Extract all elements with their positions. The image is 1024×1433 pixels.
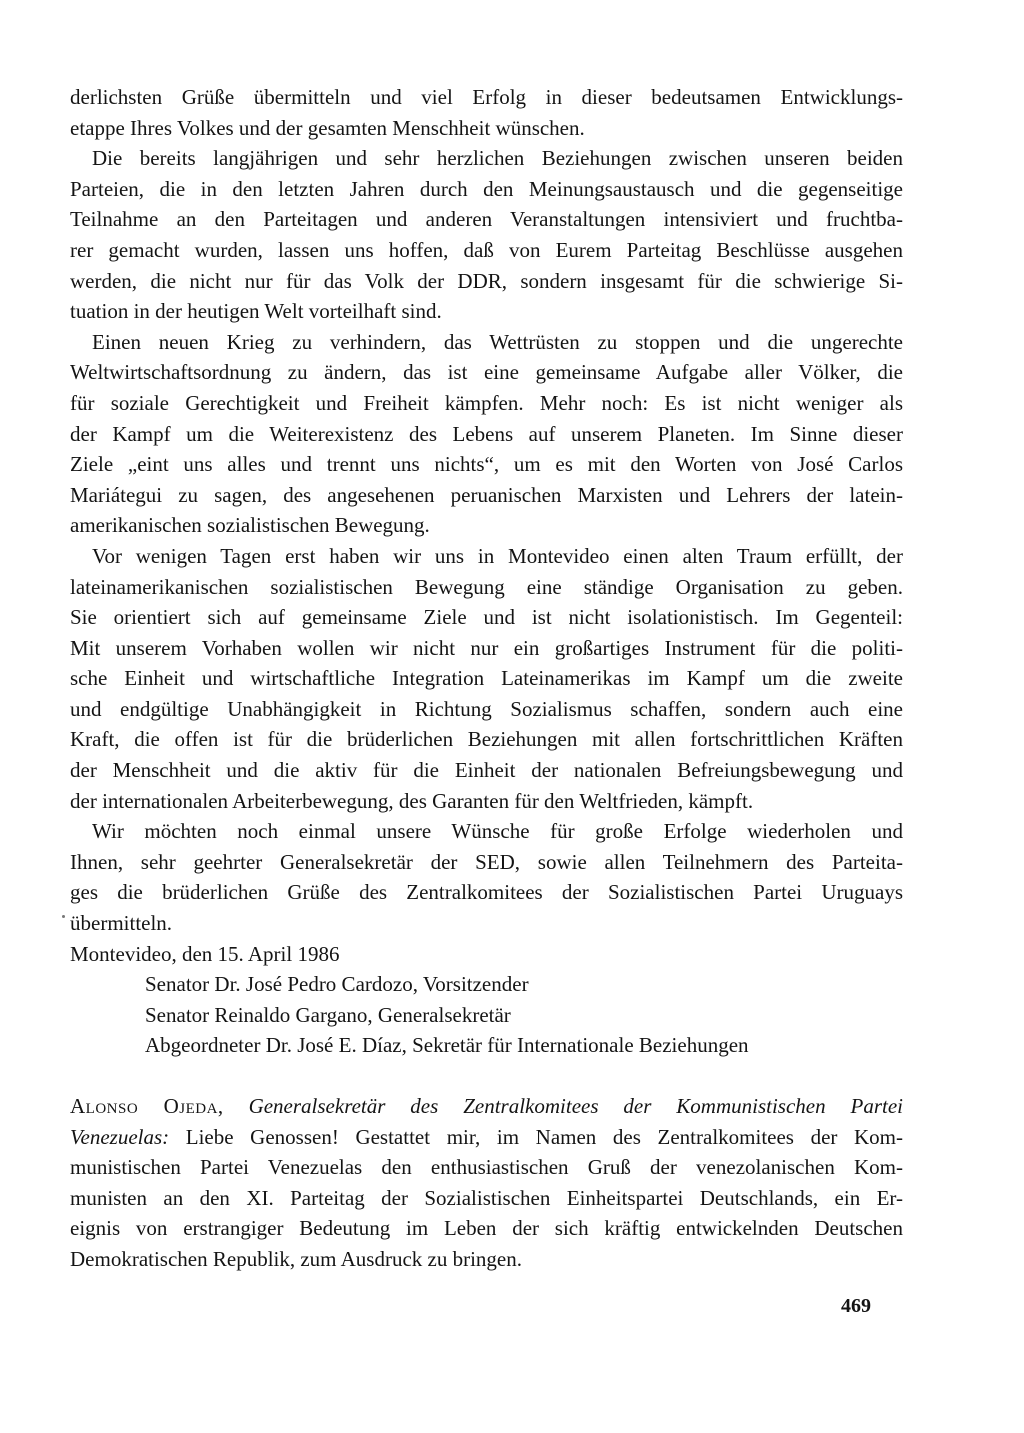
text-line: Sie orientiert sich auf gemeinsame Ziele und ist nicht isolationistisch. Im Gegenteil: — [70, 605, 903, 630]
speaker-role: Generalsekretär des Zentralkomitees der Kommunistischen Partei — [248, 1094, 904, 1118]
paragraph — [70, 82, 903, 143]
text-line: Wir möchten noch einmal unsere Wünsche für große Erfolge wiederholen und — [92, 819, 903, 844]
text-line: für soziale Gerechtigkeit und Freiheit kämpfen. Mehr noch: Es ist nicht weniger als — [70, 390, 903, 415]
text-line — [70, 1122, 903, 1153]
text-line: Einen neuen Krieg zu verhindern, das Wettrüsten zu stoppen und die ungerechte — [92, 329, 903, 354]
text-line: der Kampf um die Weiterexistenz des Lebens auf unserem Planeten. Im Sinne dieser — [70, 421, 903, 446]
signatory: Senator Reinaldo Gargano, Generalsekretär — [145, 1002, 511, 1027]
paragraph — [70, 816, 903, 938]
text-line: der Menschheit und die aktiv für die Einheit der nationalen Befreiungsbewegung und — [70, 758, 903, 783]
text-line: Mit unserem Vorhaben wollen wir nicht nur ein großartiges Instrument für die politi- — [70, 635, 903, 660]
signatory: Senator Dr. José Pedro Cardozo, Vorsitzender — [145, 972, 529, 997]
text-line: Parteien, die in den letzten Jahren durch den Meinungsaustausch und die gegenseitige — [70, 176, 903, 201]
text-line: derlichsten Grüße übermitteln und viel Erfolg in dieser bedeutsamen Entwicklungs- — [70, 85, 903, 109]
text-line: Teilnahme an den Parteitagen und anderen Veranstaltungen intensiviert und fruchtba- — [70, 207, 903, 232]
text-line: der internationalen Arbeiterbewegung, des Garanten für den Weltfrieden, kämpft. — [70, 788, 754, 813]
speaker-name: Alonso Ojeda, — [70, 1094, 224, 1118]
speech — [70, 1091, 903, 1275]
page-body — [70, 82, 903, 1275]
paragraph — [70, 327, 903, 541]
text-line: Kraft, die offen ist für die brüderlichen Beziehungen mit allen fortschrittlichen Kräften — [70, 727, 903, 752]
text-line: und endgültige Unabhängigkeit in Richtung Sozialismus schaffen, sondern auch eine — [70, 696, 903, 721]
scan-speck — [62, 915, 65, 918]
text-line: übermitteln. — [70, 911, 173, 936]
text-line: Ziele „eint uns alles und trennt uns nichts“, um es mit den Worten von José Carlos — [70, 452, 903, 477]
page-number: 469 — [841, 1295, 871, 1317]
text-line: sche Einheit und wirtschaftliche Integration Lateinamerikas im Kampf um die zweite — [70, 666, 903, 691]
text-line: Die bereits langjährigen und sehr herzlichen Beziehungen zwischen unseren beiden — [92, 146, 903, 171]
signature-block — [70, 969, 903, 1061]
text-line: Weltwirtschaftsordnung zu ändern, das ist eine gemeinsame Aufgabe aller Völker, die — [70, 360, 903, 385]
text-line: eignis von erstrangiger Bedeutung im Leben der sich kräftig entwickelnden Deutschen — [70, 1216, 903, 1241]
text-line: Demokratischen Republik, zum Ausdruck zu bringen. — [70, 1246, 522, 1271]
text-line: munistischen Partei Venezuelas den enthusiastischen Gruß der venezolanischen Kom- — [70, 1155, 903, 1180]
signatory: Abgeordneter Dr. José E. Díaz, Sekretär für Internationale Beziehungen — [145, 1033, 749, 1058]
text-line: Vor wenigen Tagen erst haben wir uns in Montevideo einen alten Traum erfüllt, der — [92, 543, 903, 568]
speech-opening: Liebe Genossen! Gestattet mir, im Namen des Zentralkomitees der Kom- — [185, 1124, 904, 1149]
speaker-role-continued: Venezuelas: — [70, 1124, 170, 1149]
text-line: lateinamerikanischen sozialistischen Bewegung eine ständige Organisation zu geben. — [70, 574, 903, 599]
text-line: etappe Ihres Volkes und der gesamten Menschheit wünschen. — [70, 115, 585, 140]
text-line: ges die brüderlichen Grüße des Zentralkomitees der Sozialistischen Partei Uruguays — [70, 880, 903, 905]
speech-heading-line — [70, 1091, 903, 1122]
text-line: Ihnen, sehr geehrter Generalsekretär der SED, sowie allen Teilnehmern des Parteita- — [70, 849, 903, 874]
dateline: Montevideo, den 15. April 1986 — [70, 941, 340, 966]
text-line: Mariátegui zu sagen, des angesehenen peruanischen Marxisten und Lehrers der latein- — [70, 482, 903, 507]
text-line: rer gemacht wurden, lassen uns hoffen, daß von Eurem Parteitag Beschlüsse ausgehen — [70, 237, 903, 262]
paragraph — [70, 541, 903, 816]
text-line: amerikanischen sozialistischen Bewegung. — [70, 513, 430, 538]
text-line: werden, die nicht nur für das Volk der DDR, sondern insgesamt für die schwierige Si- — [70, 268, 903, 293]
text-line: munisten an den XI. Parteitag der Sozialistischen Einheitspartei Deutschlands, ein Er- — [70, 1185, 903, 1210]
text-line: tuation in der heutigen Welt vorteilhaft sind. — [70, 299, 442, 324]
paragraph — [70, 143, 903, 327]
section-gap — [70, 1061, 903, 1091]
